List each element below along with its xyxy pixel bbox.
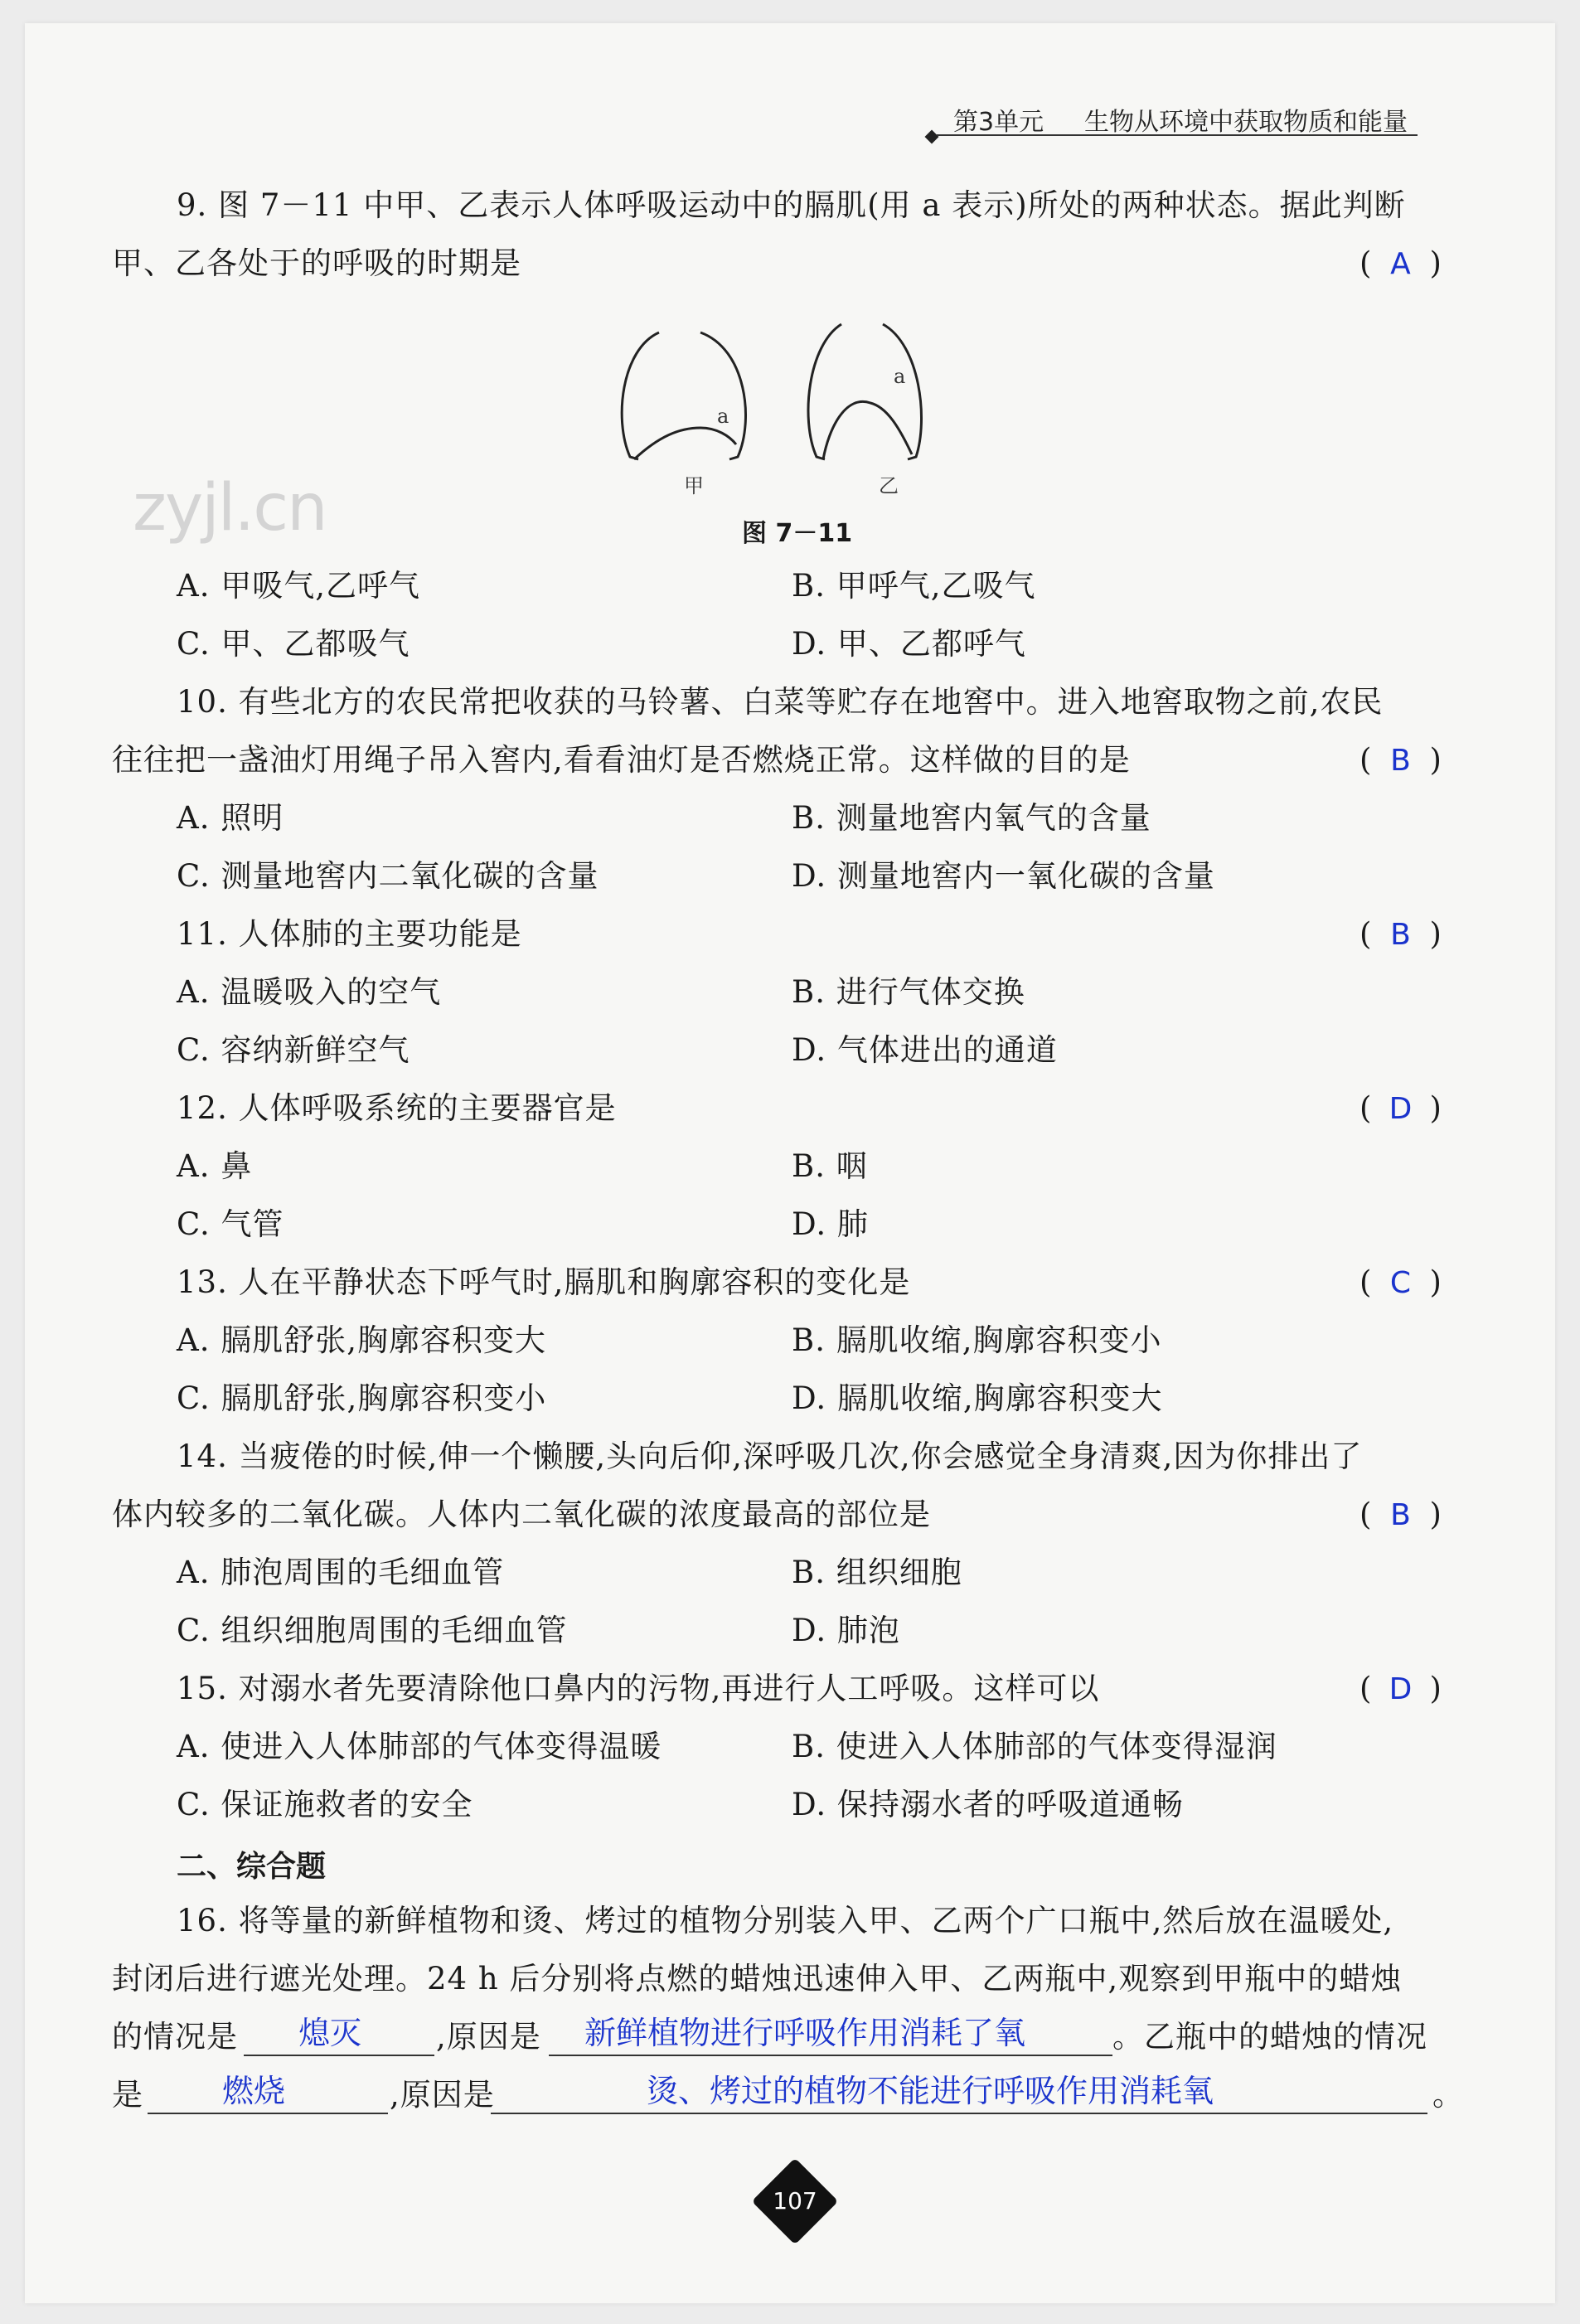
q12-answer-value: D <box>1389 1092 1413 1126</box>
q12-answer: ( D ) <box>1359 1089 1442 1129</box>
q16-blank-1[interactable] <box>244 2055 434 2056</box>
q14-option-c: C. 组织细胞周围的毛细血管 <box>177 1613 568 1648</box>
figure-label-yi: 乙 <box>879 474 899 497</box>
header-diamond-icon <box>925 130 939 144</box>
q11-answer-value: B <box>1390 918 1411 952</box>
q10-option-a: A. 照明 <box>177 800 284 836</box>
q14-option-a: A. 肺泡周围的毛细血管 <box>177 1555 505 1590</box>
q13-line1: 13. 人在平静状态下呼气时,膈肌和胸廓容积的变化是 <box>177 1264 911 1300</box>
q14-answer-value: B <box>1390 1498 1411 1532</box>
q10-line1: 10. 有些北方的农民常把收获的马铃薯、白菜等贮存在地窖中。进入地窖取物之前,农民 <box>177 684 1384 720</box>
figure-7-11 <box>613 312 970 511</box>
q9-option-c: C. 甲、乙都吸气 <box>177 626 410 662</box>
q15-line1: 15. 对溺水者先要清除他口鼻内的污物,再进行人工呼吸。这样可以 <box>177 1671 1100 1706</box>
q16-line3-end: 。乙瓶中的蜡烛的情况 <box>1112 2019 1427 2055</box>
q11-answer: ( B ) <box>1359 915 1442 955</box>
figure-label-jia: 甲 <box>684 474 704 497</box>
q12-line1: 12. 人体呼吸系统的主要器官是 <box>177 1090 617 1126</box>
q11-option-a: A. 温暖吸入的空气 <box>177 974 442 1010</box>
q14-line2: 体内较多的二氧化碳。人体内二氧化碳的浓度最高的部位是 <box>112 1497 931 1532</box>
q16-line4-end: 。 <box>1432 2077 1464 2113</box>
q15-answer-value: D <box>1389 1672 1413 1706</box>
section-heading: 二、综合题 <box>177 1850 327 1884</box>
q10-option-b: B. 测量地窖内氧气的含量 <box>792 800 1151 836</box>
q10-answer-value: B <box>1390 744 1411 778</box>
page <box>25 23 1555 2303</box>
q11-option-d: D. 气体进出的通道 <box>792 1032 1058 1068</box>
q10-option-c: C. 测量地窖内二氧化碳的含量 <box>177 858 599 894</box>
figure-a-mark-right: a <box>894 365 906 388</box>
header-subject: 生物从环境中获取物质和能量 <box>1084 108 1408 137</box>
q9-line2: 甲、乙各处于的呼吸的时期是 <box>112 245 521 281</box>
page-number: 107 <box>773 2187 817 2215</box>
q9-option-d: D. 甲、乙都呼气 <box>792 626 1026 662</box>
q9-option-a: A. 甲吸气,乙呼气 <box>177 568 421 604</box>
q16-blank-3[interactable] <box>148 2113 388 2114</box>
q12-option-d: D. 肺 <box>792 1206 869 1242</box>
q11-option-b: B. 进行气体交换 <box>792 974 1025 1010</box>
q15-answer: ( D ) <box>1359 1669 1442 1710</box>
q14-answer: ( B ) <box>1359 1495 1442 1536</box>
q16-blank-2[interactable] <box>549 2055 1112 2056</box>
q16-answer-1: 熄灭 <box>298 2015 362 2051</box>
q12-option-a: A. 鼻 <box>177 1148 253 1184</box>
q11-line1: 11. 人体肺的主要功能是 <box>177 916 522 952</box>
q16-answer-4: 烫、烤过的植物不能进行呼吸作用消耗氧 <box>647 2073 1214 2109</box>
q16-blank-4[interactable] <box>491 2113 1427 2114</box>
q16-answer-2: 新鲜植物进行呼吸作用消耗了氧 <box>584 2015 1026 2051</box>
q14-option-d: D. 肺泡 <box>792 1613 900 1648</box>
q10-line2: 往往把一盏油灯用绳子吊入窖内,看看油灯是否燃烧正常。这样做的目的是 <box>112 742 1131 778</box>
q13-answer-value: C <box>1389 1266 1411 1300</box>
q11-option-c: C. 容纳新鲜空气 <box>177 1032 410 1068</box>
thorax-right-diagram <box>808 324 922 459</box>
q10-option-d: D. 测量地窖内一氧化碳的含量 <box>792 858 1215 894</box>
watermark: zyjl.cn <box>133 471 327 546</box>
figure-a-mark-left: a <box>717 405 729 428</box>
q9-line1: 9. 图 7－11 中甲、乙表示人体呼吸运动中的膈肌(用 a 表示)所处的两种状态。据此判断 <box>177 187 1406 223</box>
q16-line1: 16. 将等量的新鲜植物和烫、烤过的植物分别装入甲、乙两个广口瓶中,然后放在温暖处, <box>177 1903 1394 1938</box>
q9-answer-value: A <box>1390 247 1411 281</box>
q16-line3-mid: ,原因是 <box>436 2019 541 2055</box>
q9-answer: ( A ) <box>1359 244 1442 284</box>
q15-option-d: D. 保持溺水者的呼吸道通畅 <box>792 1787 1184 1822</box>
q15-option-a: A. 使进入人体肺部的气体变得温暖 <box>177 1729 662 1764</box>
q13-option-d: D. 膈肌收缩,胸廓容积变大 <box>792 1380 1163 1416</box>
q13-option-b: B. 膈肌收缩,胸廓容积变小 <box>792 1322 1162 1358</box>
q12-option-c: C. 气管 <box>177 1206 284 1242</box>
q10-answer: ( B ) <box>1359 740 1442 781</box>
q9-option-b: B. 甲呼气,乙吸气 <box>792 568 1036 604</box>
q16-line4-start: 是 <box>112 2077 143 2113</box>
figure-caption: 图 7－11 <box>742 519 853 548</box>
q15-option-b: B. 使进入人体肺部的气体变得湿润 <box>792 1729 1277 1764</box>
q13-option-c: C. 膈肌舒张,胸廓容积变小 <box>177 1380 547 1416</box>
page-number-badge <box>752 2158 839 2245</box>
q14-line1: 14. 当疲倦的时候,伸一个懒腰,头向后仰,深呼吸几次,你会感觉全身清爽,因为你排出了 <box>177 1439 1363 1474</box>
q13-option-a: A. 膈肌舒张,胸廓容积变大 <box>177 1322 547 1358</box>
q15-option-c: C. 保证施救者的安全 <box>177 1787 473 1822</box>
running-header <box>937 99 1418 136</box>
q16-line3-start: 的情况是 <box>112 2019 238 2055</box>
q16-answer-3: 燃烧 <box>222 2073 286 2109</box>
q16-line2: 封闭后进行遮光处理。24 h 后分别将点燃的蜡烛迅速伸入甲、乙两瓶中,观察到甲瓶中的蜡烛 <box>112 1961 1403 1997</box>
q16-line4-mid: ,原因是 <box>390 2077 495 2113</box>
q12-option-b: B. 咽 <box>792 1148 868 1184</box>
thorax-left-diagram <box>622 332 745 459</box>
q13-answer: ( C ) <box>1359 1263 1442 1303</box>
header-unit: 第3单元 <box>953 108 1044 137</box>
q14-option-b: B. 组织细胞 <box>792 1555 962 1590</box>
